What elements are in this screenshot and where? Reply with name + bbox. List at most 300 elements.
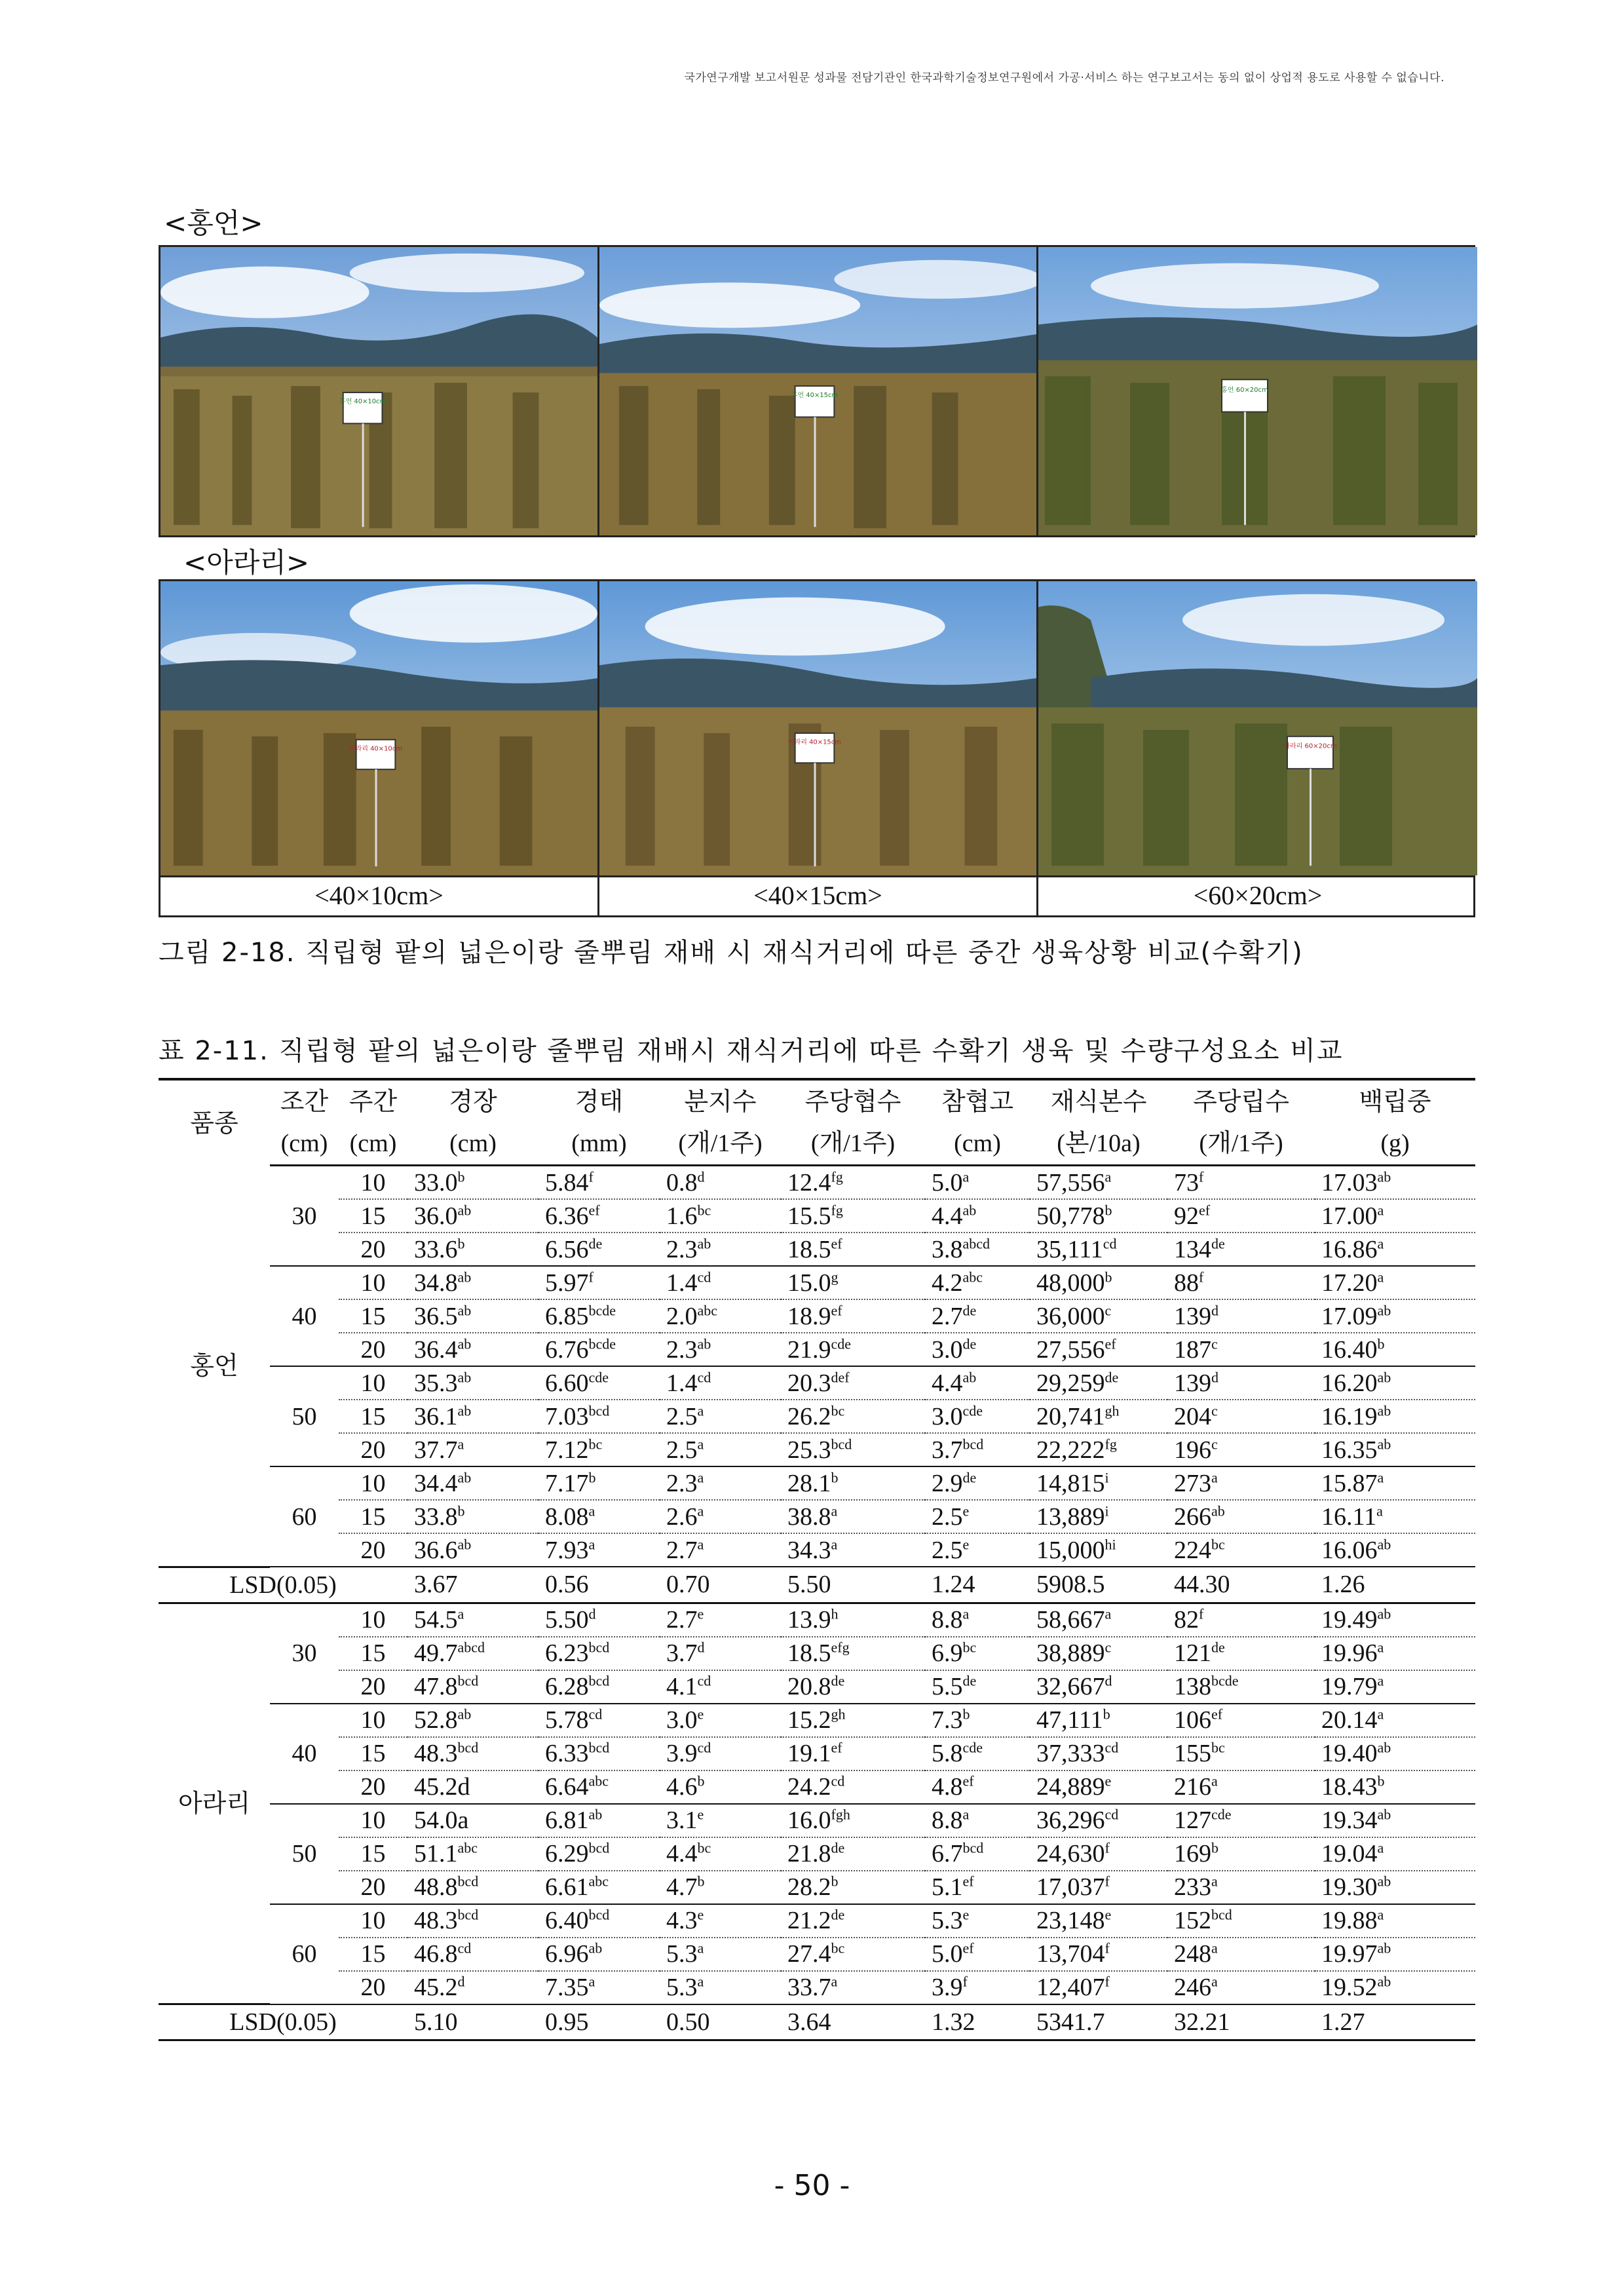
value-number: 16.86 (1321, 1235, 1378, 1263)
value-cell (781, 1804, 925, 1837)
significance-letter: c (1105, 1301, 1112, 1318)
figure-group-label-arari: <아라리> (183, 546, 310, 579)
value-cell (1167, 1770, 1315, 1804)
significance-letter: bcd (588, 1402, 610, 1419)
value-number: 48.8 (414, 1873, 458, 1901)
value-cell (925, 1737, 1030, 1770)
significance-letter: ab (1377, 1605, 1391, 1622)
value-number: 36.4 (414, 1335, 458, 1364)
value-number: 2.5 (932, 1536, 963, 1564)
value-number: 34.3 (787, 1536, 831, 1564)
value-cell (1167, 1837, 1315, 1871)
value-number: 7.03 (545, 1402, 589, 1430)
page-number: - 50 - (774, 2169, 850, 2202)
significance-letter: abc (697, 1301, 718, 1318)
significance-letter: b (831, 1873, 839, 1890)
value-number: 6.29 (545, 1840, 589, 1867)
value-cell (1167, 1670, 1315, 1704)
significance-letter: hi (1105, 1535, 1116, 1552)
significance-letter: ab (1377, 1973, 1391, 1990)
significance-letter: a (697, 1468, 704, 1485)
value-cell (925, 1904, 1030, 1938)
value-number: 19.1 (787, 1740, 831, 1767)
significance-letter: bcd (588, 1639, 610, 1656)
value-number: 18.9 (787, 1302, 831, 1330)
significance-letter: cd (588, 1706, 603, 1723)
unit-cell: (cm) (925, 1122, 1030, 1166)
value-cell (925, 1299, 1030, 1333)
value-number: 25.3 (787, 1436, 831, 1464)
significance-letter: b (1211, 1839, 1218, 1856)
significance-letter: ab (697, 1335, 711, 1352)
value-cell (660, 1400, 781, 1433)
value-cell (407, 1266, 538, 1299)
value-number: 4.8 (932, 1773, 963, 1801)
value-cell (781, 1971, 925, 2004)
significance-letter: a (1377, 1706, 1384, 1723)
significance-letter: bc (697, 1201, 711, 1218)
value-cell (538, 1433, 660, 1466)
value-number: 36,000 (1036, 1302, 1105, 1330)
significance-letter: b (1377, 1335, 1385, 1352)
value-cell (1315, 1466, 1475, 1500)
significance-letter: ab (1377, 1535, 1391, 1552)
value-number: 15.2 (787, 1706, 831, 1734)
header-cell: 경태 (538, 1079, 660, 1122)
significance-letter: fg (831, 1168, 843, 1185)
value-number: 155 (1174, 1740, 1211, 1767)
value-number: 1.6 (666, 1202, 698, 1230)
value-cell (660, 1971, 781, 2004)
value-cell (407, 1466, 538, 1500)
value-number: 4.4 (666, 1840, 698, 1867)
value-number: 6.23 (545, 1639, 589, 1667)
value-cell (660, 1938, 781, 1971)
value-cell (781, 1266, 925, 1299)
value-number: 12.4 (787, 1168, 831, 1196)
table-row (159, 1366, 1475, 1400)
value-cell (660, 1871, 781, 1904)
photo-column-captions (159, 875, 1475, 917)
sign-text: 홍언 40×15cm (791, 391, 839, 399)
column-caption: <40×15cm> (599, 875, 1038, 915)
value-cell (1167, 1971, 1315, 2004)
significance-letter: a (962, 1605, 970, 1622)
value-number: 6.9 (932, 1639, 963, 1667)
significance-letter: b (457, 1234, 465, 1252)
value-cell (1315, 1333, 1475, 1366)
value-cell (407, 1366, 538, 1400)
value-cell (538, 1233, 660, 1266)
value-cell (781, 1166, 925, 1200)
value-number: 5.0 (932, 1940, 963, 1968)
value-cell (925, 1871, 1030, 1904)
table-row (159, 1266, 1475, 1299)
value-number: 19.79 (1321, 1673, 1378, 1700)
value-number: 46.8 (414, 1940, 458, 1968)
significance-letter: abcd (457, 1639, 485, 1656)
value-number: 88 (1174, 1269, 1199, 1297)
value-number: 16.06 (1321, 1536, 1378, 1564)
significance-letter: fgh (831, 1806, 850, 1823)
value-cell (1315, 1637, 1475, 1670)
header-cell: 재식본수 (1030, 1079, 1167, 1122)
value-number: 3.8 (932, 1235, 963, 1263)
value-number: 1.4 (666, 1369, 698, 1397)
significance-letter: a (588, 1502, 595, 1519)
significance-letter: ef (962, 1772, 974, 1789)
significance-letter: a (697, 1402, 704, 1419)
value-number: 28.1 (787, 1469, 831, 1497)
table-body (159, 1166, 1475, 2040)
significance-letter: ab (1377, 1873, 1391, 1890)
significance-letter: d (697, 1639, 705, 1656)
value-cell (781, 1299, 925, 1333)
value-cell (538, 1199, 660, 1233)
value-cell (781, 1637, 925, 1670)
significance-letter: ab (457, 1201, 472, 1218)
value-cell (538, 1637, 660, 1670)
significance-letter: bcd (457, 1873, 479, 1890)
significance-letter: a (697, 1535, 704, 1552)
value-number: 7.93 (545, 1536, 589, 1564)
significance-letter: a (831, 1502, 838, 1519)
value-number: 5.84 (545, 1168, 589, 1196)
value-cell (1030, 1366, 1167, 1400)
significance-letter: bcd (831, 1435, 852, 1452)
value-number: 48.3 (414, 1740, 458, 1767)
value-number: 20.14 (1321, 1706, 1378, 1734)
significance-letter: de (831, 1906, 845, 1923)
significance-letter: bcd (588, 1739, 610, 1756)
value-number: 20,741 (1036, 1402, 1105, 1430)
value-number: 17.20 (1321, 1269, 1378, 1297)
value-number: 187 (1174, 1335, 1211, 1364)
significance-letter: a (457, 1605, 464, 1622)
value-number: 3.7 (666, 1639, 698, 1667)
value-cell (407, 1837, 538, 1871)
significance-letter: ab (1377, 1435, 1391, 1452)
value-number: 27,556 (1036, 1335, 1105, 1364)
value-cell (781, 1770, 925, 1804)
value-cell (407, 1737, 538, 1770)
value-cell (538, 1333, 660, 1366)
value-cell (1167, 1400, 1315, 1433)
value-number: 49.7 (414, 1639, 458, 1667)
value-number: 15,000 (1036, 1536, 1105, 1564)
value-number: 14,815 (1036, 1469, 1105, 1497)
significance-letter: ab (457, 1402, 472, 1419)
value-cell (1315, 1266, 1475, 1299)
value-number: 4.4 (932, 1202, 963, 1230)
value-cell (1167, 1871, 1315, 1904)
value-cell (660, 1603, 781, 1637)
value-cell (407, 1670, 538, 1704)
value-cell (1167, 1938, 1315, 1971)
significance-letter: cd (697, 1739, 711, 1756)
value-number: 13,704 (1036, 1940, 1105, 1968)
value-cell (1315, 1804, 1475, 1837)
significance-letter: ef (962, 1940, 974, 1957)
significance-letter: bc (1211, 1535, 1225, 1552)
significance-letter: bcd (962, 1435, 984, 1452)
plant-spacing-cell: 20 (339, 1971, 407, 2004)
value-number: 17.09 (1321, 1302, 1378, 1330)
significance-letter: i (1105, 1502, 1109, 1519)
lsd-value: 0.50 (660, 2004, 781, 2040)
significance-letter: ab (962, 1201, 977, 1218)
value-number: 26.2 (787, 1402, 831, 1430)
significance-letter: fg (1105, 1435, 1117, 1452)
significance-letter: d (1211, 1368, 1218, 1385)
significance-letter: f (1199, 1268, 1204, 1285)
row-spacing-cell: 50 (270, 1804, 339, 1904)
significance-letter: a (1377, 1639, 1384, 1656)
value-cell (660, 1804, 781, 1837)
value-number: 15.87 (1321, 1469, 1378, 1497)
value-number: 273 (1174, 1469, 1211, 1497)
significance-letter: h (831, 1605, 839, 1622)
significance-letter: e (962, 1535, 970, 1552)
value-cell (538, 1971, 660, 2004)
value-number: 4.3 (666, 1907, 698, 1934)
value-number: 20.8 (787, 1673, 831, 1700)
significance-letter: bc (831, 1940, 845, 1957)
value-cell (1315, 1166, 1475, 1200)
value-cell (660, 1466, 781, 1500)
value-cell (1030, 1904, 1167, 1938)
value-cell (407, 1433, 538, 1466)
value-number: 54.5 (414, 1606, 458, 1634)
significance-letter: a (1105, 1605, 1112, 1622)
value-number: 19.96 (1321, 1639, 1378, 1667)
value-number: 8.8 (932, 1606, 963, 1634)
value-cell (1167, 1333, 1315, 1366)
value-number: 2.3 (666, 1469, 698, 1497)
value-cell (1315, 1500, 1475, 1533)
value-cell (538, 1704, 660, 1737)
significance-letter: bcd (1211, 1906, 1232, 1923)
value-number: 58,667 (1036, 1606, 1105, 1634)
value-cell (1167, 1637, 1315, 1670)
value-cell (660, 1837, 781, 1871)
value-number: 2.3 (666, 1335, 698, 1364)
value-number: 15.5 (787, 1202, 831, 1230)
value-number: 36,296 (1036, 1807, 1105, 1834)
value-number: 34.8 (414, 1269, 458, 1297)
significance-letter: a (1211, 1973, 1218, 1990)
value-number: 138 (1174, 1673, 1211, 1700)
value-cell (1030, 1871, 1167, 1904)
value-number: 6.56 (545, 1235, 589, 1263)
value-number: 13.9 (787, 1606, 831, 1634)
significance-letter: cde (831, 1335, 852, 1352)
lsd-value: 5.10 (407, 2004, 538, 2040)
value-cell (538, 1603, 660, 1637)
significance-letter: cd (1103, 1234, 1117, 1252)
lsd-value: 3.64 (781, 2004, 925, 2040)
plant-spacing-cell: 20 (339, 1670, 407, 1704)
value-cell (660, 1533, 781, 1567)
significance-letter: cd (457, 1940, 472, 1957)
significance-letter: ab (457, 1301, 472, 1318)
value-number: 16.11 (1321, 1502, 1377, 1531)
value-cell (1167, 1233, 1315, 1266)
significance-letter: ab (457, 1335, 472, 1352)
plant-spacing-cell: 15 (339, 1938, 407, 1971)
value-number: 82 (1174, 1606, 1199, 1634)
significance-letter: ef (1105, 1335, 1116, 1352)
plant-spacing-cell: 15 (339, 1637, 407, 1670)
value-number: 38,889 (1036, 1639, 1105, 1667)
value-cell (1315, 1704, 1475, 1737)
value-cell (781, 1199, 925, 1233)
value-cell (1030, 1199, 1167, 1233)
value-number: 19.88 (1321, 1907, 1378, 1934)
value-cell (660, 1233, 781, 1266)
lsd-label: LSD(0.05) (159, 2004, 407, 2040)
significance-letter: a (1211, 1873, 1218, 1890)
significance-letter: ab (1211, 1502, 1225, 1519)
value-number: 52.8 (414, 1706, 458, 1734)
significance-letter: bcd (588, 1906, 610, 1923)
value-number: 16.19 (1321, 1402, 1378, 1430)
table-row (159, 1637, 1475, 1670)
column-caption: <40×10cm> (161, 875, 599, 915)
significance-letter: ab (1377, 1940, 1391, 1957)
value-number: 54.0a (414, 1807, 469, 1834)
plant-spacing-cell: 15 (339, 1737, 407, 1770)
lsd-value: 1.32 (925, 2004, 1030, 2040)
photo-row-arari (159, 579, 1475, 877)
significance-letter: de (1211, 1639, 1225, 1656)
header-variety: 품종 (159, 1079, 270, 1166)
significance-letter: cd (697, 1368, 711, 1385)
significance-letter: d (588, 1605, 596, 1622)
value-cell (1030, 1333, 1167, 1366)
header-cell: 조간 (270, 1079, 339, 1122)
value-cell (407, 1333, 538, 1366)
lsd-value: 5341.7 (1030, 2004, 1167, 2040)
significance-letter: b (1105, 1268, 1112, 1285)
lsd-value: 1.27 (1315, 2004, 1475, 2040)
value-number: 33.0 (414, 1168, 458, 1196)
value-number: 6.81 (545, 1807, 589, 1834)
value-cell (1030, 1533, 1167, 1567)
figure-group-label-hongeon: <홍언> (164, 207, 263, 239)
unit-cell: (개/1주) (1167, 1122, 1315, 1166)
value-number: 6.36 (545, 1202, 589, 1230)
plant-spacing-cell: 15 (339, 1199, 407, 1233)
significance-letter: bcd (457, 1739, 479, 1756)
value-cell (1315, 1366, 1475, 1400)
value-number: 24,889 (1036, 1773, 1105, 1801)
significance-letter: cd (697, 1672, 711, 1689)
value-cell (1167, 1166, 1315, 1200)
significance-letter: de (588, 1234, 603, 1252)
value-cell (1315, 1904, 1475, 1938)
value-number: 33.8 (414, 1502, 458, 1531)
value-number: 36.5 (414, 1302, 458, 1330)
variety-name: 홍언 (159, 1166, 270, 1567)
value-cell (660, 1266, 781, 1299)
value-number: 17.03 (1321, 1168, 1378, 1196)
significance-letter: ab (588, 1806, 603, 1823)
value-number: 0.8 (666, 1168, 698, 1196)
significance-letter: bcde (588, 1301, 616, 1318)
value-number: 6.76 (545, 1335, 589, 1364)
value-number: 22,222 (1036, 1436, 1105, 1464)
significance-letter: bc (588, 1435, 603, 1452)
significance-letter: cde (1211, 1806, 1232, 1823)
significance-letter: abcd (962, 1234, 991, 1252)
value-number: 37.7 (414, 1436, 458, 1464)
significance-letter: de (962, 1301, 977, 1318)
table-row (159, 1500, 1475, 1533)
significance-letter: a (1377, 1468, 1384, 1485)
value-number: 18.5 (787, 1639, 831, 1667)
table-row (159, 1233, 1475, 1266)
value-number: 73 (1174, 1168, 1199, 1196)
value-cell (1167, 1299, 1315, 1333)
plant-spacing-cell: 10 (339, 1266, 407, 1299)
value-number: 3.9 (932, 1974, 963, 2001)
significance-letter: abc (457, 1839, 478, 1856)
significance-letter: a (588, 1973, 595, 1990)
significance-letter: a (831, 1535, 838, 1552)
sign-text: 아라리 60×20cm (1283, 742, 1337, 750)
table-row (159, 1904, 1475, 1938)
value-cell (538, 1770, 660, 1804)
value-number: 36.1 (414, 1402, 458, 1430)
significance-letter: b (831, 1468, 839, 1485)
value-cell (538, 1804, 660, 1837)
lsd-value: 44.30 (1167, 1567, 1315, 1603)
value-cell (781, 1433, 925, 1466)
value-cell (660, 1333, 781, 1366)
value-number: 45.2d (414, 1773, 470, 1801)
value-cell (1315, 1533, 1475, 1567)
value-cell (925, 1804, 1030, 1837)
value-number: 1.4 (666, 1269, 698, 1297)
value-number: 5.3 (932, 1907, 963, 1934)
value-cell (925, 1166, 1030, 1200)
significance-letter: a (1377, 1672, 1384, 1689)
value-cell (538, 1299, 660, 1333)
value-cell (1030, 1837, 1167, 1871)
value-cell (407, 1299, 538, 1333)
value-number: 6.40 (545, 1907, 589, 1934)
value-number: 6.28 (545, 1673, 589, 1700)
plant-spacing-cell: 15 (339, 1299, 407, 1333)
unit-cell: (cm) (270, 1122, 339, 1166)
value-cell (538, 1737, 660, 1770)
significance-letter: b (697, 1873, 705, 1890)
table-row (159, 1603, 1475, 1637)
significance-letter: ab (457, 1268, 472, 1285)
value-number: 6.60 (545, 1369, 589, 1397)
value-number: 28.2 (787, 1873, 831, 1901)
value-number: 35,111 (1036, 1235, 1103, 1263)
value-number: 35.3 (414, 1369, 458, 1397)
significance-letter: ef (1199, 1201, 1211, 1218)
significance-letter: b (457, 1502, 465, 1519)
value-cell (1167, 1266, 1315, 1299)
significance-letter: cde (962, 1739, 983, 1756)
value-cell (1030, 1637, 1167, 1670)
significance-letter: e (697, 1906, 704, 1923)
value-number: 38.8 (787, 1502, 831, 1531)
